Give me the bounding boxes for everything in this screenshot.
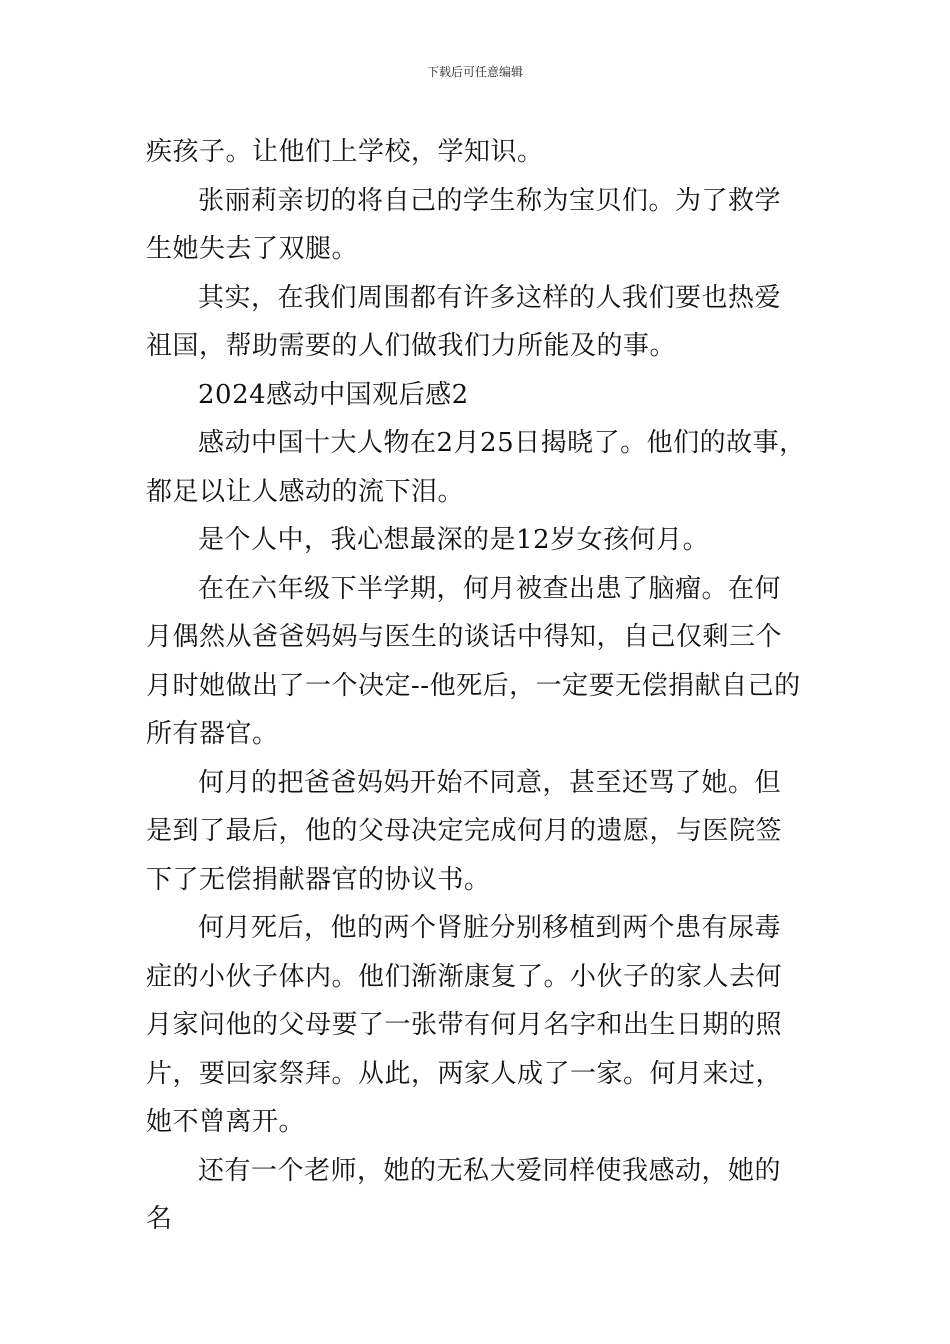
paragraph-5: 感动中国十大人物在2月25日揭晓了。他们的故事，都足以让人感动的流下泪。 (146, 428, 806, 507)
paragraph-6: 是个人中，我心想最深的是12岁女孩何月。 (198, 525, 710, 555)
paragraph-9: 何月死后，他的两个肾脏分别移植到两个患有尿毒症的小伙子体内。他们渐渐康复了。小伙子的家人去何月家问他的父母要了一张带有何月名字和出生日期的照片，要回家祭拜。从此，两家人成了一家。何月来过，她不曾离开。 (146, 913, 783, 1137)
paragraph-8: 何月的把爸爸妈妈开始不同意，甚至还骂了她。但是到了最后，他的父母决定完成何月的遗愿，与医院签下了无偿捐献器官的协议书。 (146, 767, 783, 895)
page-header: 下载后可任意编辑 (426, 65, 523, 79)
paragraph-1: 疾孩子。让他们上学校，学知识。 (146, 137, 544, 167)
paragraph-7: 在在六年级下半学期，何月被查出患了脑瘤。在何月偶然从爸爸妈妈与医生的谈话中得知，自己仅剩三个月时她做出了一个决定--他死后，一定要无偿捐献自己的所有器官。 (146, 573, 801, 749)
section-heading: 2024感动中国观后感2 (198, 379, 469, 410)
document-body (146, 128, 806, 1244)
paragraph-3: 其实，在我们周围都有许多这样的人我们要也热爱祖国，帮助需要的人们做我们力所能及的事。 (146, 282, 782, 361)
paragraph-2: 张丽莉亲切的将自己的学生称为宝贝们。为了救学生她失去了双腿。 (146, 185, 782, 264)
paragraph-10: 还有一个老师，她的无私大爱同样使我感动，她的名 (146, 1155, 782, 1234)
